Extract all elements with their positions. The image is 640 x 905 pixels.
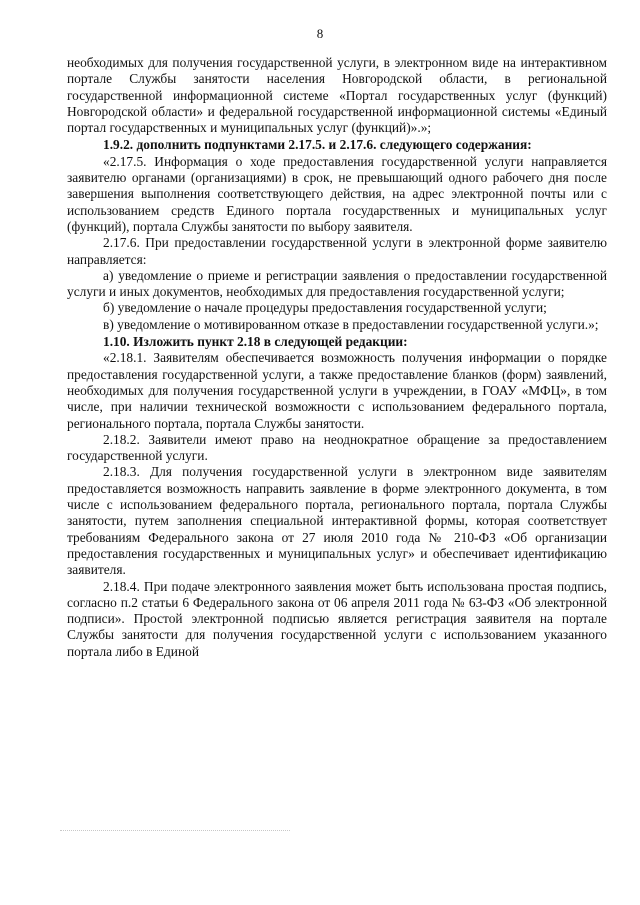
- paragraph: необходимых для получения государственной услуги, в электронном виде на интерактивном портале Службы занятости населения Новгородской области, в региональной государственной информационной системе «Портал государственных услуг (функций) Новгородской области» и федеральной государственной информационной системы «Единый портал государственных и муниципальных услуг (функций)».»;: [67, 55, 607, 136]
- paragraph: 2.17.6. При предоставлении государственной услуги в электронной форме заявителю направляется:: [67, 235, 607, 267]
- paragraph: 2.18.3. Для получения государственной услуги в электронном виде заявителям предоставляется возможность направить заявление в форме электронного документа, в том числе с использованием федерального портала, регионального портала, портала Службы занятости, путем заполнения специальной интерактивной формы, которая соответствует требованиям Федерального закона от 27 июля 2010 года № 210-ФЗ «Об организации предоставления государственных и муниципальных услуг» и обеспечивает идентификацию заявителя.: [67, 464, 607, 578]
- page-number: 8: [316, 26, 324, 41]
- scan-artifact: [60, 830, 290, 836]
- list-item: в) уведомление о мотивированном отказе в предоставлении государственной услуги.»;: [103, 316, 599, 332]
- paragraph: «2.18.1. Заявителям обеспечивается возможность получения информации о порядке предоставления государственной услуги, а также предоставление бланков (форм) заявлений, необходимых для получения государственной услуги в учреждении, в ГОАУ «МФЦ», в том числе, при наличии технической возможности с использованием федерального портала, регионального портала, портала Службы занятости.: [67, 350, 607, 431]
- list-item: б) уведомление о начале процедуры предоставления государственной услуги;: [103, 300, 547, 316]
- list-item: а) уведомление о приеме и регистрации заявления о предоставлении государственной услуги и иных документов, необходимых для предоставления государственной услуги;: [67, 267, 607, 300]
- section-heading: 1.10. Изложить пункт 2.18 в следующей редакции:: [103, 334, 408, 350]
- paragraph: «2.17.5. Информация о ходе предоставления государственной услуги направляется заявителю органами (организациями) в срок, не превышающий одного рабочего дня после завершения выполнения соответствующего действия, на адрес электронной почты или с использованием средств Единого портала государственных и муниципальных услуг (функций), портала Службы занятости по выбору заявителя.: [67, 153, 607, 234]
- paragraph: 2.18.4. При подаче электронного заявления может быть использована простая подпись, согласно п.2 статьи 6 Федерального закона от 06 апреля 2011 года № 63-ФЗ «Об электронной подписи». Простой электронной подписью является регистрация заявителя на портале Службы занятости для получения государственной услуги с использованием указанного портала либо в Единой: [67, 578, 607, 659]
- section-heading: 1.9.2. дополнить подпунктами 2.17.5. и 2.17.6. следующего содержания:: [103, 137, 532, 153]
- document-body: [67, 55, 607, 660]
- paragraph: 2.18.2. Заявители имеют право на неоднократное обращение за предоставлением государственной услуги.: [67, 431, 607, 464]
